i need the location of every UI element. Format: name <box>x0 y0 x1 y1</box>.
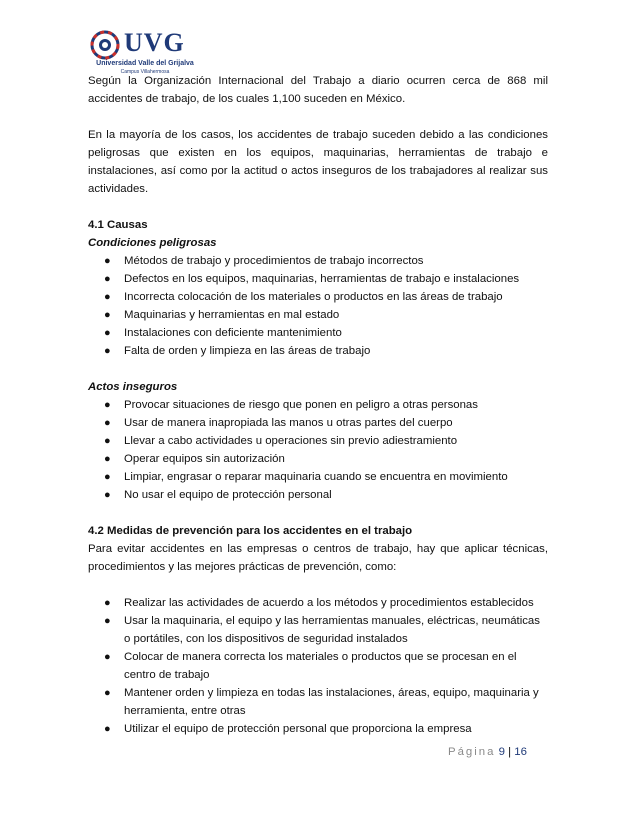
intro-paragraph-1: Según la Organización Internacional del Trabajo a diario ocurren cerca de 868 mil accidentes de trabajo, de los cuales 1,100 suceden en México. <box>88 75 548 105</box>
prevencion-intro: Para evitar accidentes en las empresas o centros de trabajo, hay que aplicar técnicas, procedimientos y las mejores prácticas de prevención, como: <box>88 543 548 573</box>
page-separator: | <box>508 746 512 758</box>
list-item: ● Usar de manera inapropiada las manos u otras partes del cuerpo <box>88 414 548 432</box>
bullet-icon: ● <box>104 453 111 465</box>
list-item: ● Provocar situaciones de riesgo que ponen en peligro a otras personas <box>88 396 548 414</box>
list-item: ● Mantener orden y limpieza en todas las instalaciones, áreas, equipo, maquinaria y herramienta, entre otras <box>88 684 548 720</box>
logo-campus: Campus Villahermosa <box>120 69 170 75</box>
list-item: ● Falta de orden y limpieza en las áreas de trabajo <box>88 342 548 360</box>
total-pages: 16 <box>514 746 527 758</box>
list-actos <box>88 396 548 504</box>
list-item: ● Colocar de manera correcta los materiales o productos que se procesan en el centro de trabajo <box>88 648 548 684</box>
intro-paragraph-2: En la mayoría de los casos, los accidentes de trabajo suceden debido a las condiciones peligrosas que existen en los equipos, maquinarias, herramientas de trabajo e instalaciones, así como por la actitud o actos inseguros de los trabajadores al realizar sus actividades. <box>88 129 548 195</box>
bullet-icon: ● <box>104 615 111 627</box>
bullet-icon: ● <box>104 327 111 339</box>
bullet-icon: ● <box>104 417 111 429</box>
list-item: ● Utilizar el equipo de protección personal que proporciona la empresa <box>88 720 548 738</box>
list-item: ● Maquinarias y herramientas en mal estado <box>88 306 548 324</box>
bullet-icon: ● <box>104 399 111 411</box>
page-footer <box>448 746 527 758</box>
list-item: ● Métodos de trabajo y procedimientos de trabajo incorrectos <box>88 252 548 270</box>
list-item: ● Llevar a cabo actividades u operaciones sin previo adiestramiento <box>88 432 548 450</box>
list-item: ● No usar el equipo de protección personal <box>88 486 548 504</box>
document-body <box>88 72 548 738</box>
bullet-icon: ● <box>104 723 111 735</box>
section-heading-prevencion: 4.2 Medidas de prevención para los accidentes en el trabajo <box>88 525 413 537</box>
logo-emblem-icon <box>90 30 120 60</box>
bullet-icon: ● <box>104 651 111 663</box>
section-heading-causas: 4.1 Causas <box>88 219 148 231</box>
list-item: ● Defectos en los equipos, maquinarias, herramientas de trabajo e instalaciones <box>88 270 548 288</box>
subheading-actos: Actos inseguros <box>88 381 178 393</box>
bullet-icon: ● <box>104 687 111 699</box>
subheading-condiciones: Condiciones peligrosas <box>88 237 217 249</box>
university-logo <box>90 26 200 76</box>
logo-name: UVG <box>124 28 185 57</box>
bullet-icon: ● <box>104 471 111 483</box>
bullet-icon: ● <box>104 255 111 267</box>
list-item: ● Operar equipos sin autorización <box>88 450 548 468</box>
list-item: ● Usar la maquinaria, el equipo y las herramientas manuales, eléctricas, neumáticas o portátiles, con los dispositivos de seguridad instalados <box>88 612 548 648</box>
page-number: 9 <box>498 746 505 758</box>
list-item: ● Limpiar, engrasar o reparar maquinaria cuando se encuentra en movimiento <box>88 468 548 486</box>
page-label: Página <box>448 746 496 758</box>
bullet-icon: ● <box>104 309 111 321</box>
bullet-icon: ● <box>104 273 111 285</box>
list-item: ● Instalaciones con deficiente mantenimiento <box>88 324 548 342</box>
list-prevencion <box>88 594 548 738</box>
bullet-icon: ● <box>104 597 111 609</box>
bullet-icon: ● <box>104 435 111 447</box>
bullet-icon: ● <box>104 291 111 303</box>
list-condiciones <box>88 252 548 360</box>
bullet-icon: ● <box>104 489 111 501</box>
list-item: ● Realizar las actividades de acuerdo a los métodos y procedimientos establecidos <box>88 594 548 612</box>
list-item: ● Incorrecta colocación de los materiales o productos en las áreas de trabajo <box>88 288 548 306</box>
bullet-icon: ● <box>104 345 111 357</box>
logo-subtitle: Universidad Valle del Grijalva <box>96 60 194 67</box>
